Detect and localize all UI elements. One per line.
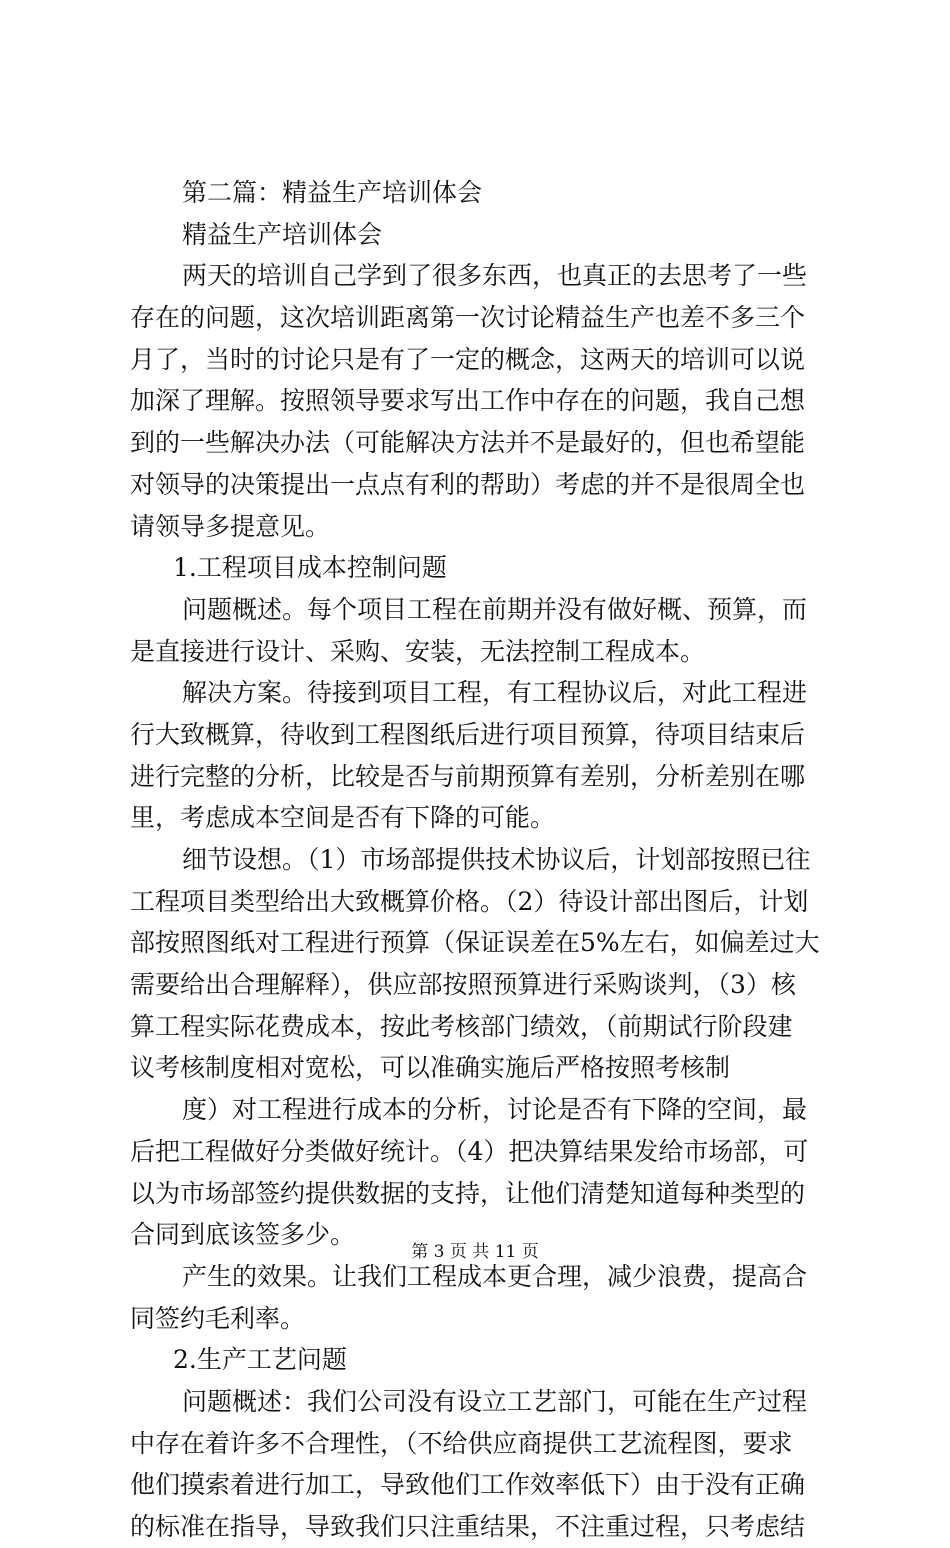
paragraph-line: 度）对工程进行成本的分析，讨论是否有下降的空间，最 [182, 1095, 808, 1125]
page-footer: 第 3 页 共 11 页 [411, 1242, 539, 1262]
paragraph-line: 请领导多提意见。 [130, 511, 331, 541]
paragraph-line: 进行完整的分析，比较是否与前期预算有差别，分析差别在哪 [130, 761, 806, 791]
paragraph-line: 到的一些解决办法（可能解决方法并不是最好的，但也希望能 [130, 428, 806, 458]
paragraph-line: 问题概述。每个项目工程在前期并没有做好概、预算，而 [182, 594, 808, 624]
paragraph-line: 工程项目类型给出大致概算价格。（2）待设计部出图后，计划 [130, 886, 809, 916]
paragraph-line: 后把工程做好分类做好统计。（4）把决算结果发给市场部，可 [130, 1136, 809, 1166]
subsection-heading: 1.工程项目成本控制问题 [173, 553, 447, 583]
paragraph-line: 是直接进行设计、采购、安装，无法控制工程成本。 [130, 636, 706, 666]
document-body [130, 172, 832, 1548]
paragraph-line: 部按照图纸对工程进行预算（保证误差在5%左右，如偏差过大 [130, 928, 820, 958]
paragraph-line: 问题概述：我们公司没有设立工艺部门，可能在生产过程 [182, 1386, 808, 1416]
paragraph-line: 合同到底该签多少。 [130, 1220, 356, 1250]
paragraph-line: 加深了理解。按照领导要求写出工作中存在的问题，我自己想 [130, 386, 806, 416]
paragraph-line: 以为市场部签约提供数据的支持，让他们清楚知道每种类型的 [130, 1178, 806, 1208]
paragraph-line: 同签约毛利率。 [130, 1303, 306, 1333]
paragraph-line: 解决方案。待接到项目工程，有工程协议后，对此工程进 [182, 678, 808, 708]
paragraph-line: 月了，当时的讨论只是有了一定的概念，这两天的培训可以说 [130, 344, 806, 374]
paragraph-line: 对领导的决策提出一点点有利的帮助）考虑的并不是很周全也 [130, 469, 806, 499]
paragraph-line: 两天的培训自己学到了很多东西，也真正的去思考了一些 [182, 261, 808, 291]
document-title: 精益生产培训体会 [182, 219, 383, 249]
paragraph-line: 存在的问题，这次培训距离第一次讨论精益生产也差不多三个 [130, 303, 806, 333]
subsection-heading: 2.生产工艺问题 [173, 1345, 347, 1375]
paragraph-line: 需要给出合理解释），供应部按照预算进行采购谈判，（3）核 [130, 970, 796, 1000]
paragraph-line: 细节设想。（1）市场部提供技术协议后，计划部按照已往 [182, 845, 811, 874]
paragraph-line: 行大致概算，待收到工程图纸后进行项目预算，待项目结束后 [130, 719, 806, 749]
section-heading: 第二篇：精益生产培训体会 [182, 178, 483, 207]
paragraph-line: 议考核制度相对宽松，可以准确实施后严格按照考核制 [130, 1053, 731, 1083]
paragraph-line: 算工程实际花费成本，按此考核部门绩效，（前期试行阶段建 [130, 1011, 793, 1041]
paragraph-line: 他们摸索着进行加工，导致他们工作效率低下）由于没有正确 [130, 1470, 806, 1500]
paragraph-line: 里，考虑成本空间是否有下降的可能。 [130, 803, 556, 833]
paragraph-line: 产生的效果。让我们工程成本更合理，减少浪费，提高合 [182, 1261, 808, 1291]
paragraph-line: 中存在着许多不合理性，（不给供应商提供工艺流程图，要求 [130, 1428, 793, 1458]
paragraph-line: 的标准在指导，导致我们只注重结果，不注重过程，只考虑结 [130, 1512, 806, 1541]
